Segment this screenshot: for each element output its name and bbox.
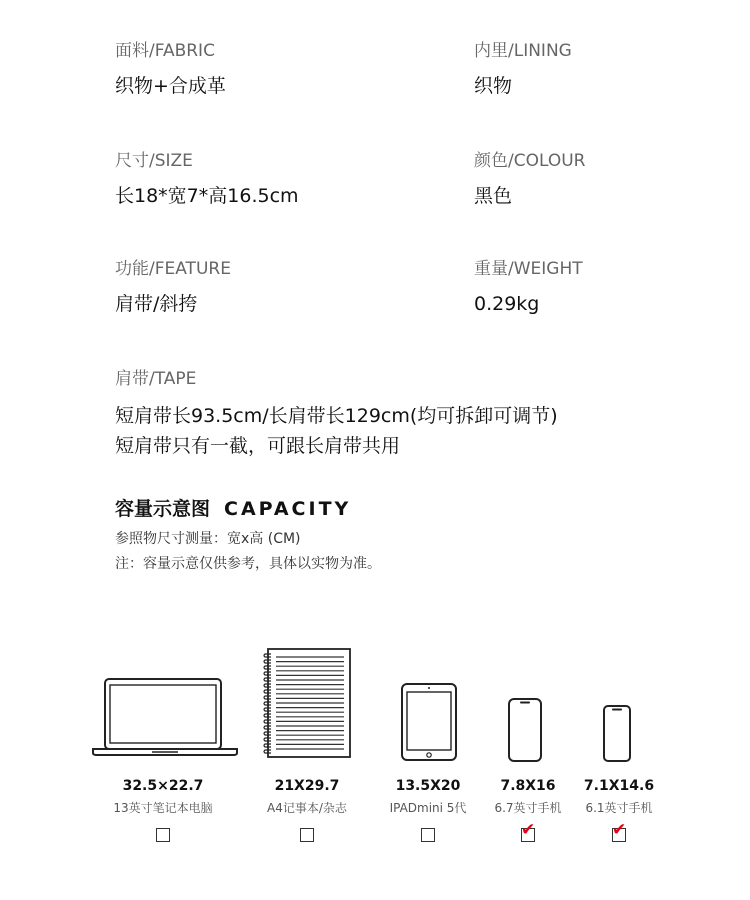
laptop-icon (92, 676, 238, 760)
spec-fabric (115, 41, 226, 97)
tape-line-2: 短肩带只有一截，可跟长肩带共用 (115, 435, 401, 457)
capacity-title-cn: 容量示意图 (115, 498, 211, 520)
item-checkbox[interactable] (300, 828, 314, 842)
phone-icon (603, 705, 631, 762)
phone-icon (508, 698, 542, 762)
capacity-title-en: CAPACITY (224, 498, 352, 520)
item-checkbox[interactable] (156, 828, 170, 842)
spec-label: 面料/FABRIC (115, 41, 215, 61)
spec-tape (115, 369, 558, 461)
check-icon: ✔ (612, 820, 627, 840)
capacity-title (115, 494, 351, 521)
spec-colour (474, 151, 585, 207)
capacity-note-measure: 参照物尺寸测量：宽x高 (CM) (115, 531, 301, 547)
spec-label: 尺寸/SIZE (115, 151, 193, 171)
capacity-item-phone-61 (559, 777, 679, 842)
check-icon: ✔ (521, 820, 536, 840)
spec-value: 黑色 (474, 185, 513, 207)
spec-lining (474, 41, 572, 97)
spec-size (115, 151, 299, 207)
item-checkbox[interactable] (521, 820, 536, 842)
item-dimensions: 13.5X20 (395, 778, 461, 794)
item-name: A4记事本/杂志 (267, 801, 347, 815)
spec-feature (115, 259, 231, 315)
capacity-note-disclaimer: 注：容量示意仅供参考，具体以实物为准。 (115, 556, 381, 572)
capacity-item-notebook (247, 777, 367, 842)
item-checkbox[interactable] (421, 828, 435, 842)
spec-label: 重量/WEIGHT (474, 259, 583, 279)
item-name: 6.1英寸手机 (585, 801, 653, 815)
item-dimensions: 7.8X16 (500, 778, 556, 794)
capacity-item-laptop (103, 777, 223, 842)
item-name: IPADmini 5代 (389, 801, 467, 815)
item-name: 6.7英寸手机 (494, 801, 562, 815)
spec-value: 织物+合成革 (115, 75, 226, 97)
item-dimensions: 7.1X14.6 (583, 778, 655, 794)
item-name: 13英寸笔记本电脑 (113, 801, 213, 815)
item-dimensions: 21X29.7 (274, 778, 340, 794)
spec-weight (474, 259, 583, 315)
spec-value: 织物 (474, 75, 513, 97)
tape-line-1: 短肩带长93.5cm/长肩带长129cm(均可拆卸可调节) (115, 405, 558, 427)
tape-label: 肩带/TAPE (115, 369, 197, 389)
notebook-icon (262, 648, 352, 760)
item-checkbox[interactable] (612, 820, 627, 842)
spec-value: 0.29kg (474, 293, 540, 315)
spec-value: 长18*宽7*高16.5cm (115, 185, 299, 207)
spec-label: 颜色/COLOUR (474, 151, 586, 171)
spec-value: 肩带/斜挎 (115, 293, 198, 315)
spec-label: 内里/LINING (474, 41, 572, 61)
spec-label: 功能/FEATURE (115, 259, 231, 279)
item-dimensions: 32.5×22.7 (122, 778, 204, 794)
tablet-icon (401, 683, 457, 761)
